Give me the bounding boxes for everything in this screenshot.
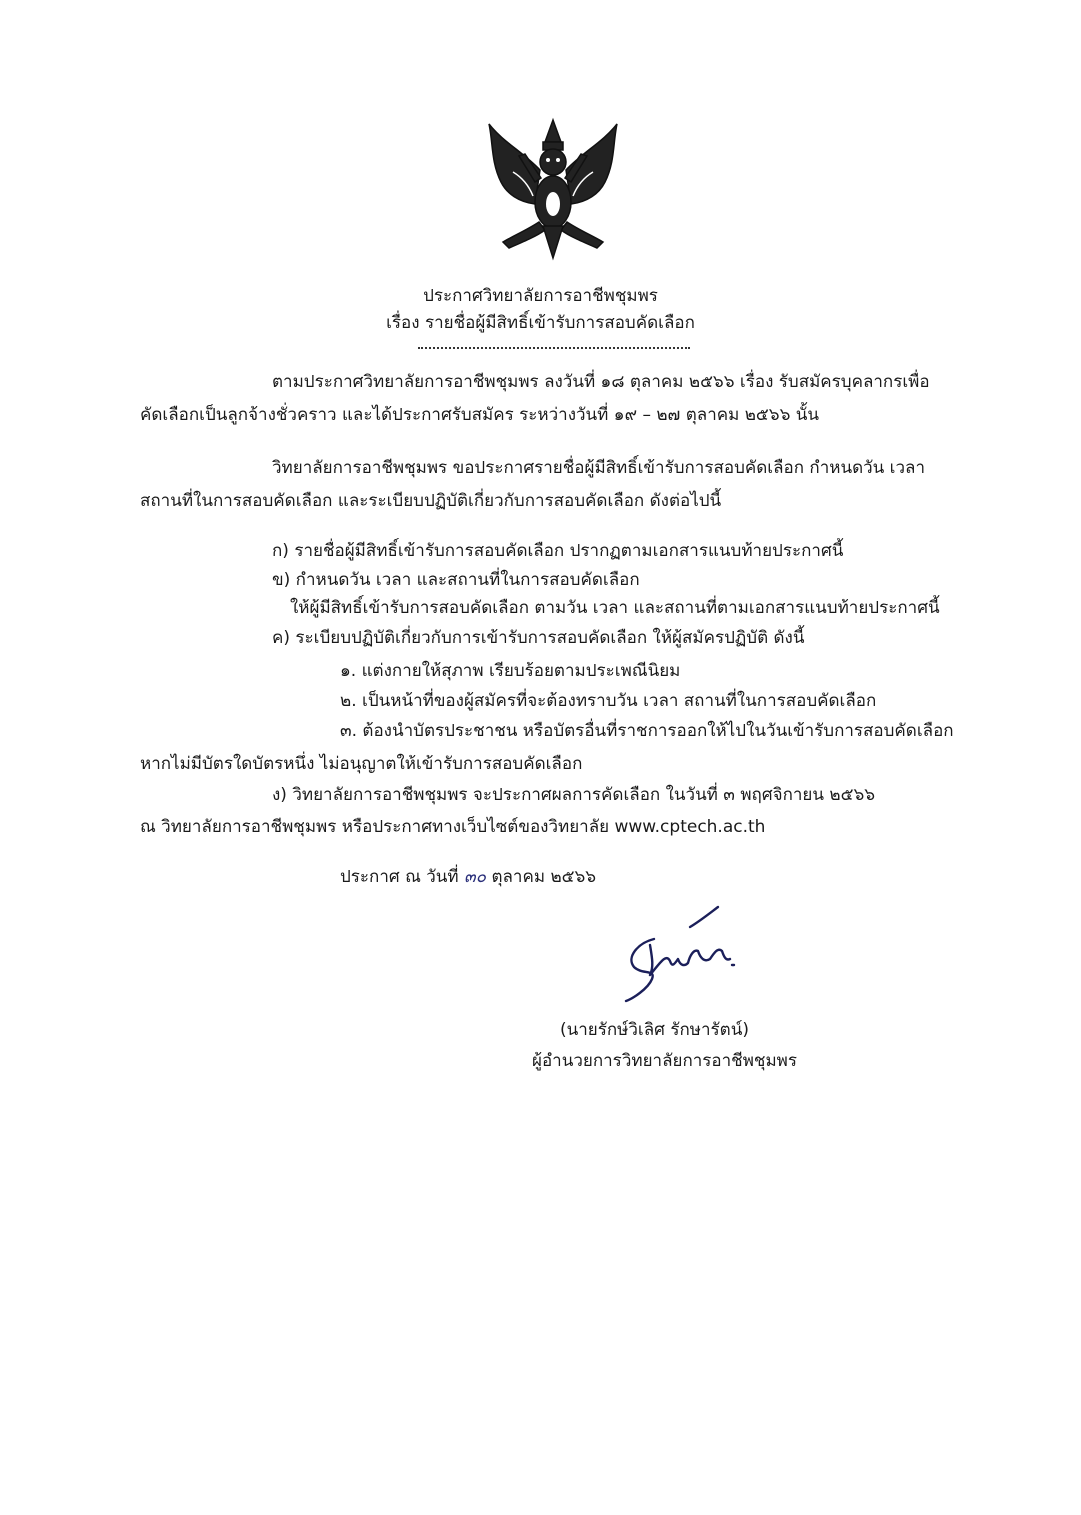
date-prefix: ประกาศ ณ วันที่ [340, 867, 459, 887]
item-b: ข) กำหนดวัน เวลา และสถานที่ในการสอบคัดเลือก [272, 570, 640, 590]
paragraph-1-line-2: คัดเลือกเป็นลูกจ้างชั่วคราว และได้ประกาศรับสมัคร ระหว่างวันที่ ๑๙ – ๒๗ ตุลาคม ๒๕๖๖ นั้น [140, 405, 820, 425]
paragraph-2-line-2: สถานที่ในการสอบคัดเลือก และระเบียบปฏิบัติเกี่ยวกับการสอบคัดเลือก ดังต่อไปนี้ [140, 491, 722, 511]
signature-icon [620, 905, 750, 1010]
document-title: ประกาศวิทยาลัยการอาชีพชุมพร [423, 286, 658, 306]
paragraph-2-line-1: วิทยาลัยการอาชีพชุมพร ขอประกาศรายชื่อผู้มีสิทธิ์เข้ารับการสอบคัดเลือก กำหนดวัน เวลา [272, 458, 926, 478]
item-b-detail: ให้ผู้มีสิทธิ์เข้ารับการสอบคัดเลือก ตามวัน เวลา และสถานที่ตามเอกสารแนบท้ายประกาศนี้ [290, 598, 940, 618]
garuda-emblem-icon [483, 112, 623, 262]
item-c-2: ๒. เป็นหน้าที่ของผู้สมัครที่จะต้องทราบวัน เวลา สถานที่ในการสอบคัดเลือก [340, 691, 877, 711]
date-day: ๓๐ [464, 867, 487, 887]
signatory-name: (นายรักษ์วิเลิศ รักษารัตน์) [560, 1020, 749, 1040]
announcement-date [340, 865, 596, 889]
item-c: ค) ระเบียบปฏิบัติเกี่ยวกับการเข้ารับการสอบคัดเลือก ให้ผู้สมัครปฏิบัติ ดังนี้ [272, 628, 805, 648]
subject-label: เรื่อง [386, 313, 420, 333]
paragraph-1-line-1: ตามประกาศวิทยาลัยการอาชีพชุมพร ลงวันที่ ๑๘ ตุลาคม ๒๕๖๖ เรื่อง รับสมัครบุคลากรเพื่อ [272, 372, 930, 392]
item-d-line-1: ง) วิทยาลัยการอาชีพชุมพร จะประกาศผลการคัดเลือก ในวันที่ ๓ พฤศจิกายน ๒๕๖๖ [272, 785, 876, 805]
item-c-1: ๑. แต่งกายให้สุภาพ เรียบร้อยตามประเพณีนิยม [340, 661, 681, 681]
date-month-year: ตุลาคม ๒๕๖๖ [491, 867, 597, 887]
item-d-line-2: ณ วิทยาลัยการอาชีพชุมพร หรือประกาศทางเว็บไซต์ของวิทยาลัย www.cptech.ac.th [140, 817, 766, 837]
item-a: ก) รายชื่อผู้มีสิทธิ์เข้ารับการสอบคัดเลือก ปรากฏตามเอกสารแนบท้ายประกาศนี้ [272, 541, 844, 561]
item-c-3-line-1: ๓. ต้องนำบัตรประชาชน หรือบัตรอื่นที่ราชการออกให้ไปในวันเข้ารับการสอบคัดเลือก [340, 721, 954, 741]
title-divider [418, 347, 690, 349]
subject-text: รายชื่อผู้มีสิทธิ์เข้ารับการสอบคัดเลือก [424, 313, 695, 333]
signatory-position: ผู้อำนวยการวิทยาลัยการอาชีพชุมพร [532, 1051, 798, 1071]
document-subject [0, 311, 1081, 335]
item-c-3-line-2: หากไม่มีบัตรใดบัตรหนึ่ง ไม่อนุญาตให้เข้ารับการสอบคัดเลือก [140, 754, 583, 774]
